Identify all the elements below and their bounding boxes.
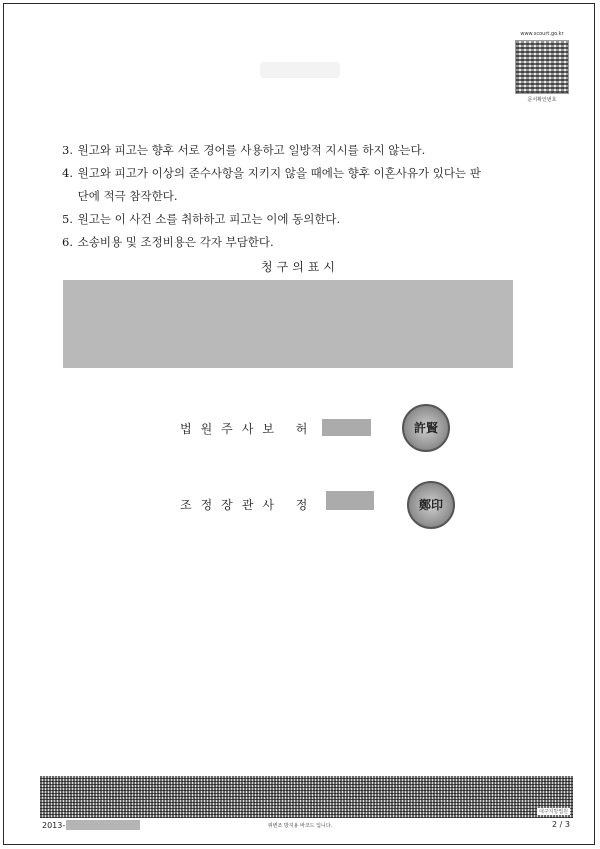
clause-number: 5. — [62, 212, 73, 226]
clause-4-continued — [62, 189, 178, 203]
clause-number: 3. — [62, 143, 73, 157]
clerk-seal: 許賢 — [402, 404, 450, 452]
judge-name-redaction — [326, 491, 374, 510]
qr-caption: 문서확인번호 — [527, 97, 557, 103]
barcode-label: 대구지방법원 — [539, 809, 568, 815]
clause-4 — [62, 166, 481, 180]
clause-3 — [62, 143, 425, 157]
redacted-claim-block — [63, 280, 513, 368]
clause-5 — [62, 212, 340, 226]
clerk-name-redaction — [322, 419, 371, 436]
anti-forgery-barcode — [40, 776, 573, 818]
qr-code — [515, 40, 569, 94]
clause-text: 단에 적극 참작한다. — [77, 189, 178, 203]
clause-text: 원고와 피고가 이상의 준수사항을 지키지 않을 때에는 향후 이혼사유가 있다는 판 — [77, 166, 481, 180]
judge-seal: 鄭印 — [407, 481, 455, 529]
clerk-label: 법원주사보 허 — [180, 422, 317, 436]
case-prefix: 2013- — [42, 820, 66, 830]
qr-url: www.scourt.go.kr — [520, 31, 564, 37]
clause-6 — [62, 235, 274, 249]
clause-text: 원고와 피고는 향후 서로 경어를 사용하고 일방적 지시를 하지 않는다. — [77, 143, 426, 157]
page-number: 2 / 3 — [552, 820, 570, 829]
barcode-notice: 위변조 방지용 바코드 입니다. — [267, 823, 333, 829]
qr-block — [512, 31, 572, 103]
judge-label: 조정장관사 정 — [180, 498, 317, 512]
clause-number: 6. — [62, 235, 73, 249]
claim-heading: 청구의표시 — [261, 260, 339, 274]
clause-number: 4. — [62, 166, 73, 180]
faint-watermark — [260, 62, 340, 78]
clause-text: 소송비용 및 조정비용은 각자 부담한다. — [77, 235, 274, 249]
clause-text: 원고는 이 사건 소를 취하하고 피고는 이에 동의한다. — [77, 212, 341, 226]
